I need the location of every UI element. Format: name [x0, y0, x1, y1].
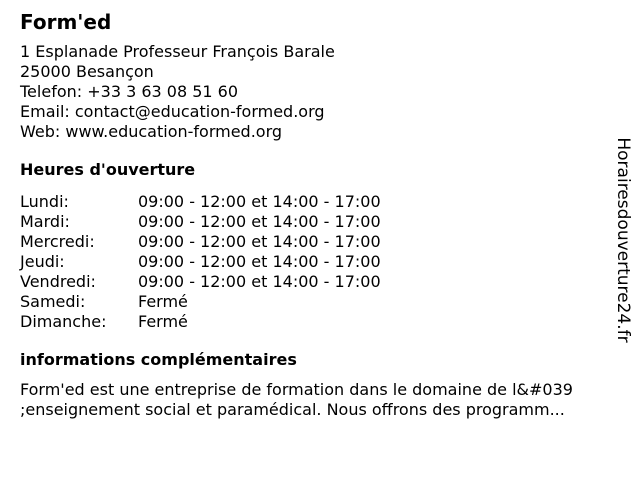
business-name: Form'ed: [20, 10, 112, 34]
site-watermark: Horairesdouverture24.fr: [613, 137, 633, 343]
address-line-2: 25000 Besançon: [20, 62, 154, 81]
hours-row-wednesday: [20, 232, 610, 252]
hours-row-tuesday: [20, 212, 610, 232]
contact-block: [20, 42, 610, 142]
business-description: Form'ed est une entreprise de formation dans le domaine de l&#039 ;enseignement social et paramédical. Nous offrons des programm...: [20, 380, 573, 419]
day-hours: 09:00 - 12:00 et 14:00 - 17:00: [138, 252, 381, 271]
phone-line: Telefon: +33 3 63 08 51 60: [20, 82, 239, 101]
hours-row-thursday: [20, 252, 610, 272]
day-hours: 09:00 - 12:00 et 14:00 - 17:00: [138, 272, 381, 291]
hours-row-saturday: [20, 292, 610, 312]
day-label: Lundi:: [20, 192, 69, 211]
hours-heading: Heures d'ouverture: [20, 160, 196, 179]
hours-row-sunday: [20, 312, 610, 332]
day-label: Mardi:: [20, 212, 70, 231]
business-card: [20, 10, 610, 420]
day-hours: Fermé: [138, 312, 188, 331]
day-label: Samedi:: [20, 292, 86, 311]
hours-row-friday: [20, 272, 610, 292]
web-line: Web: www.education-formed.org: [20, 122, 283, 141]
day-hours: Fermé: [138, 292, 188, 311]
day-label: Jeudi:: [20, 252, 65, 271]
day-hours: 09:00 - 12:00 et 14:00 - 17:00: [138, 212, 381, 231]
email-line: Email: contact@education-formed.org: [20, 102, 325, 121]
info-heading: informations complémentaires: [20, 350, 297, 369]
day-label: Vendredi:: [20, 272, 96, 291]
hours-table: [20, 192, 610, 332]
day-hours: 09:00 - 12:00 et 14:00 - 17:00: [138, 232, 381, 251]
day-label: Dimanche:: [20, 312, 107, 331]
hours-row-monday: [20, 192, 610, 212]
day-hours: 09:00 - 12:00 et 14:00 - 17:00: [138, 192, 381, 211]
address-line-1: 1 Esplanade Professeur François Barale: [20, 42, 335, 61]
day-label: Mercredi:: [20, 232, 95, 251]
